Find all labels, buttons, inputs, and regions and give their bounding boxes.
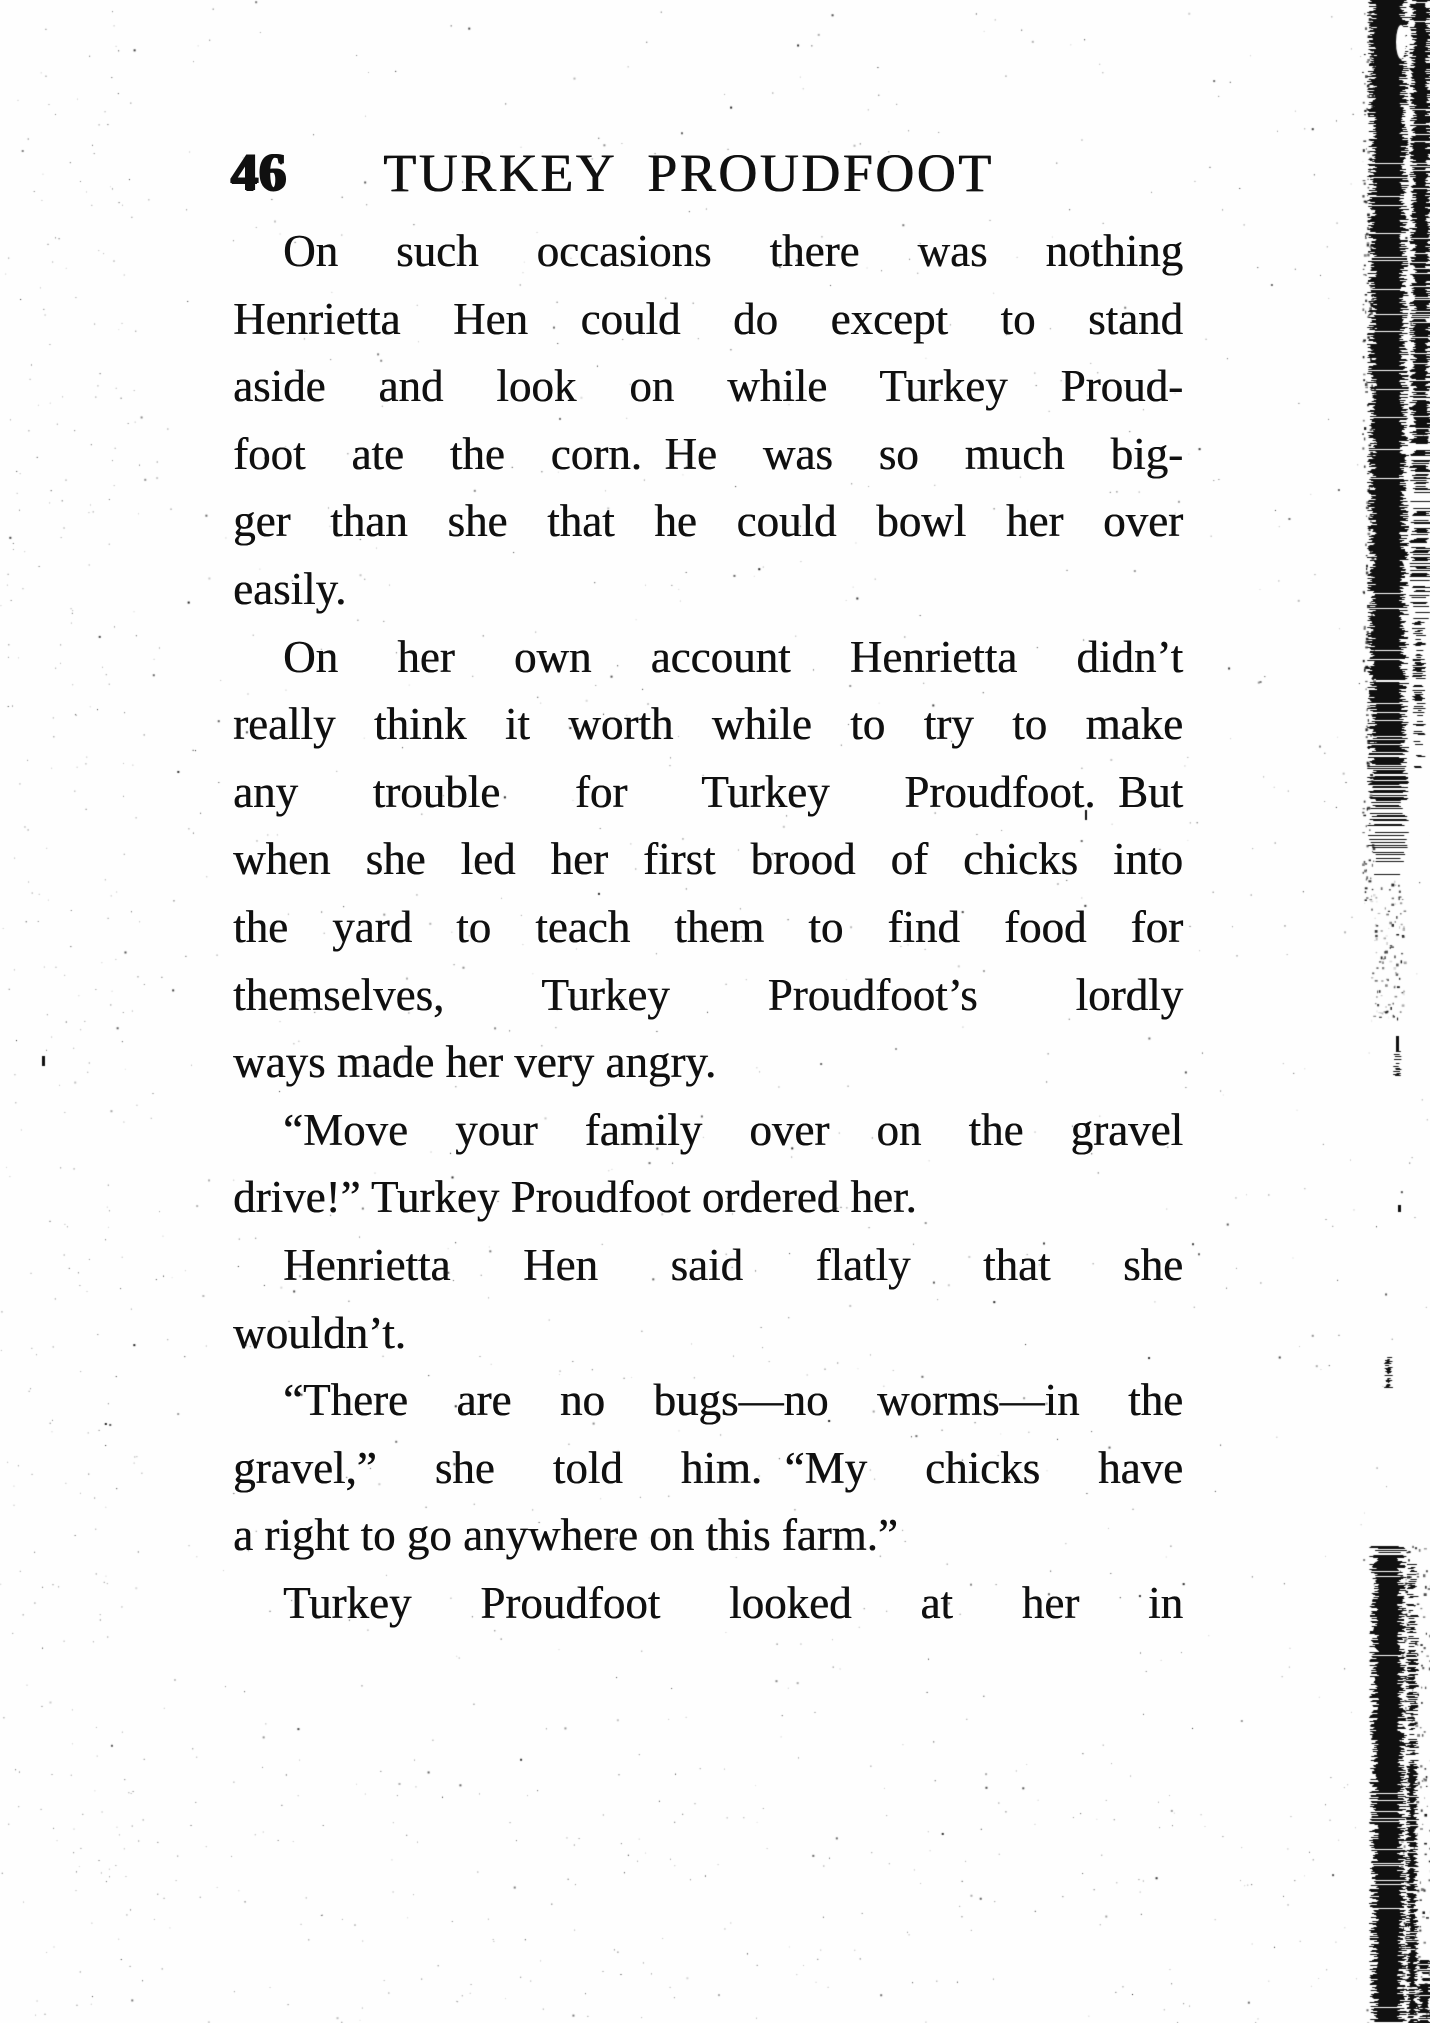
page-text <box>233 218 1183 1637</box>
paragraph <box>233 1097 1183 1232</box>
text-line: On her own account Henrietta didn’t <box>283 631 1183 682</box>
text-line: gravel,” she told him. “My chicks have <box>233 1442 1183 1493</box>
text-line: Henrietta Hen said flatly that she <box>283 1239 1183 1290</box>
paragraph <box>233 1232 1183 1367</box>
paragraph <box>233 218 1183 624</box>
page-header <box>0 141 1430 201</box>
text-line: ways made her very angry. <box>233 1037 717 1088</box>
text-line: themselves, Turkey Proudfoot’s lordly <box>233 969 1183 1020</box>
running-title: TURKEY PROUDFOOT <box>383 143 994 203</box>
text-line: wouldn’t. <box>233 1307 406 1358</box>
text-line: foot ate the corn. He was so much big- <box>233 428 1183 479</box>
text-line: “There are no bugs—no worms—in the <box>283 1375 1183 1426</box>
text-line: really think it worth while to try to make <box>233 699 1183 750</box>
text-line: drive!” Turkey Proudfoot ordered her. <box>233 1172 917 1223</box>
text-line: Turkey Proudfoot looked at her in <box>283 1577 1183 1628</box>
paragraph <box>233 1367 1183 1570</box>
text-line: Henrietta Hen could do except to stand <box>233 293 1183 344</box>
text-line: “Move your family over on the gravel <box>283 1104 1183 1155</box>
text-line: when she led her first brood of chicks into <box>233 834 1183 885</box>
text-line: easily. <box>233 563 347 614</box>
text-line: any trouble for Turkey Proudfoot. But <box>233 766 1183 817</box>
text-line: ger than she that he could bowl her over <box>233 496 1183 547</box>
text-line: aside and look on while Turkey Proud- <box>233 361 1183 412</box>
text-line: a right to go anywhere on this farm.” <box>233 1510 898 1561</box>
page-number: 46 <box>231 142 287 202</box>
text-line: On such occasions there was nothing <box>283 226 1183 276</box>
paragraph <box>233 624 1183 1097</box>
text-line: the yard to teach them to find food for <box>233 901 1183 952</box>
paragraph <box>233 1570 1183 1638</box>
